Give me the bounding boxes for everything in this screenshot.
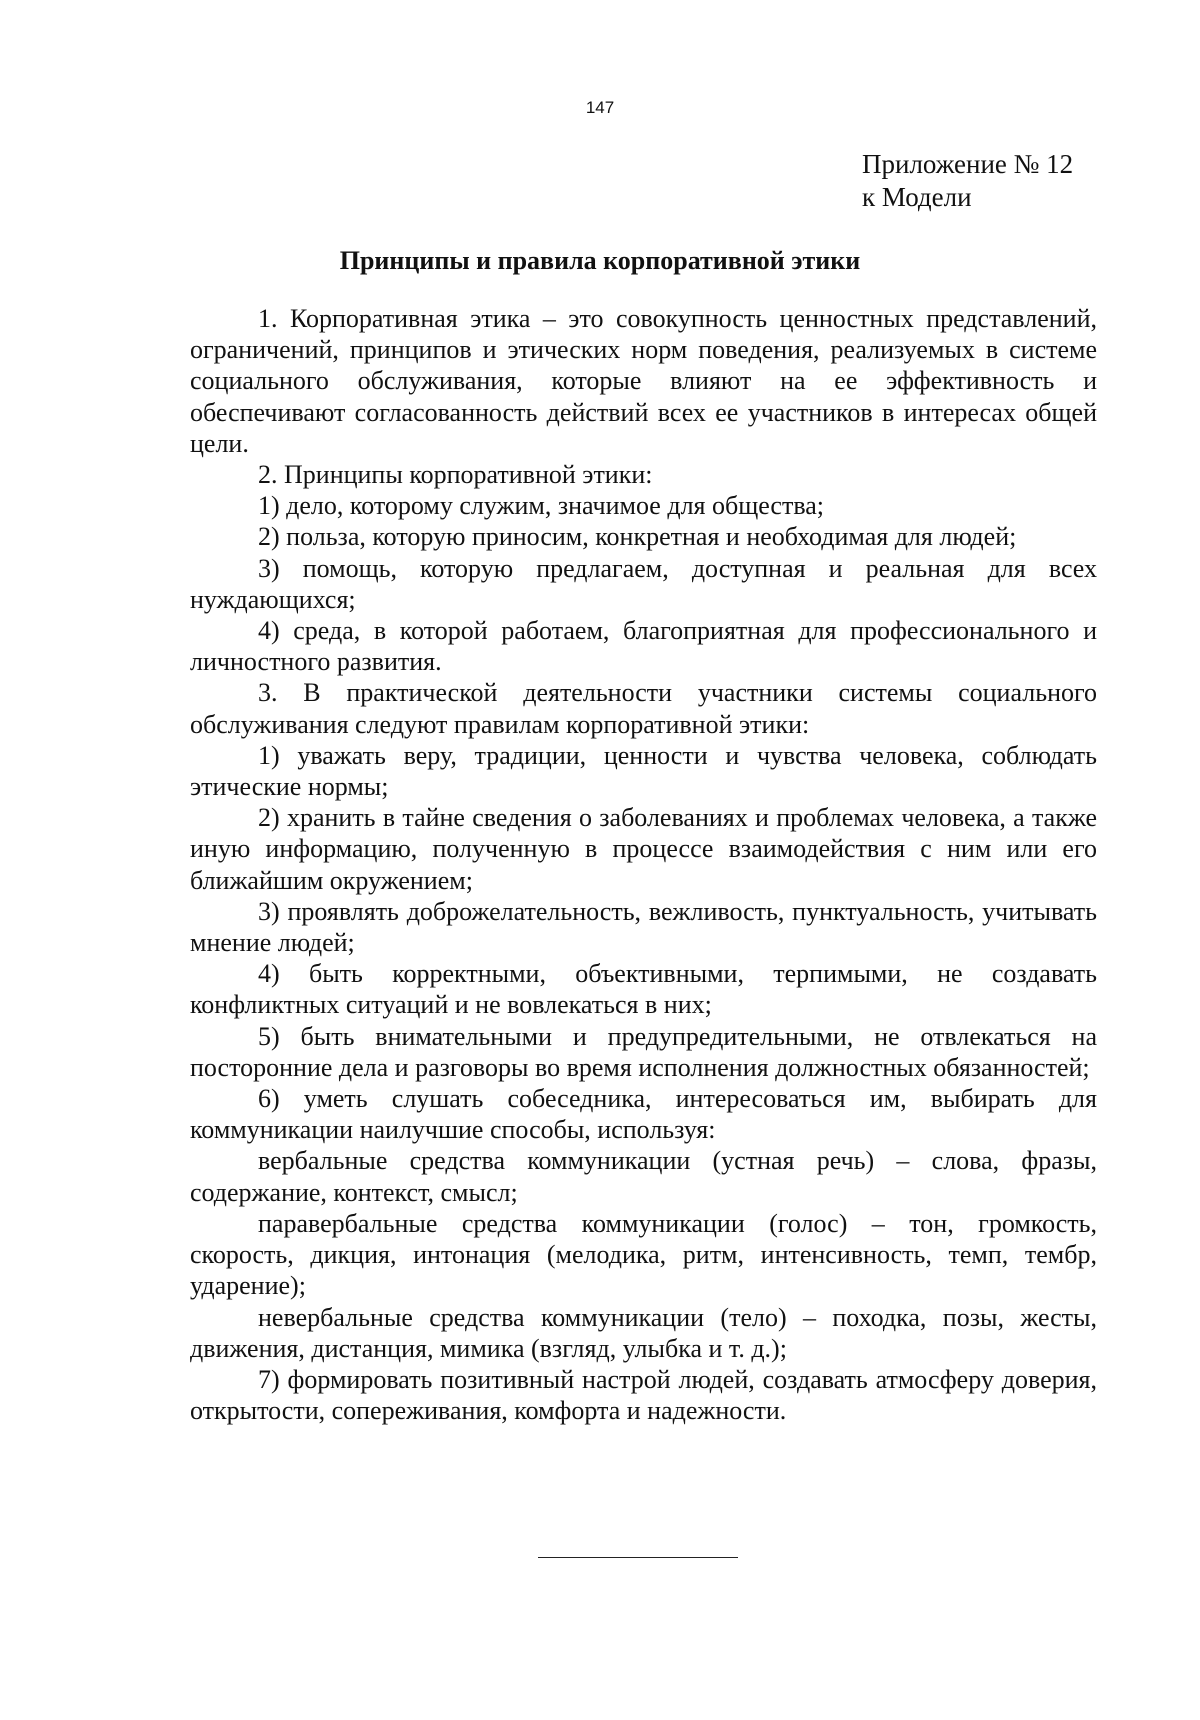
end-separator-line	[538, 1557, 738, 1558]
rule-item: 7) формировать позитивный настрой людей, создавать атмосферу доверия, открытости, сопереживания, комфорта и надежности.	[190, 1364, 1097, 1426]
rule-item: 3) проявлять доброжелательность, вежливость, пунктуальность, учитывать мнение людей;	[190, 896, 1097, 958]
rule-item: 5) быть внимательными и предупредительными, не отвлекаться на посторонние дела и разговоры во время исполнения должностных обязанностей;	[190, 1021, 1097, 1082]
communication-means-item: невербальные средства коммуникации (тело) – походка, позы, жесты, движения, дистанция, мимика (взгляд, улыбка и т. д.);	[190, 1302, 1097, 1363]
communication-means-item: вербальные средства коммуникации (устная речь) – слова, фразы, содержание, контекст, смысл;	[190, 1146, 1097, 1207]
principle-item: 2) польза, которую приносим, конкретная и необходимая для людей;	[258, 522, 1017, 552]
rule-item: 4) быть корректными, объективными, терпимыми, не создавать конфликтных ситуаций и не вовлекаться в них;	[190, 959, 1097, 1020]
rule-item: 6) уметь слушать собеседника, интересоваться им, выбирать для коммуникации наилучшие способы, используя:	[190, 1084, 1097, 1145]
rule-item: 2) хранить в тайне сведения о заболеваниях и проблемах человека, а также иную информацию, полученную в процессе взаимодействия с ним или его ближайшим окружением;	[190, 803, 1097, 895]
paragraph-principles-heading: 2. Принципы корпоративной этики:	[258, 460, 653, 490]
appendix-reference	[862, 148, 1162, 214]
page-number: 147	[585, 98, 615, 117]
communication-means-item: паравербальные средства коммуникации (голос) – тон, громкость, скорость, дикция, интонация (мелодика, ритм, интенсивность, темп, тембр, ударение);	[190, 1208, 1097, 1301]
paragraph-definition: 1. Корпоративная этика – это совокупность ценностных представлений, ограничений, принципов и этических норм поведения, реализуемых в системе социального обслуживания, которые влияют на ее эффективность и обеспечивают согласованность действий всех ее участников в интересах общей цели.	[190, 304, 1097, 458]
principle-item: 3) помощь, которую предлагаем, доступная и реальная для всех нуждающихся;	[190, 553, 1097, 614]
document-title: Принципы и правила корпоративной этики	[339, 246, 861, 275]
principle-item: 1) дело, которому служим, значимое для общества;	[258, 491, 825, 521]
principle-item: 4) среда, в которой работаем, благоприятная для профессионального и личностного развития.	[190, 616, 1097, 677]
appendix-number: Приложение № 12	[862, 149, 1074, 179]
rule-item: 1) уважать веру, традиции, ценности и чувства человека, соблюдать этические нормы;	[190, 740, 1097, 802]
paragraph-rules-heading: 3. В практической деятельности участники системы социального обслуживания следуют правилам корпоративной этики:	[190, 678, 1097, 739]
document-body	[190, 303, 1097, 1426]
appendix-model-ref: к Модели	[862, 182, 972, 212]
